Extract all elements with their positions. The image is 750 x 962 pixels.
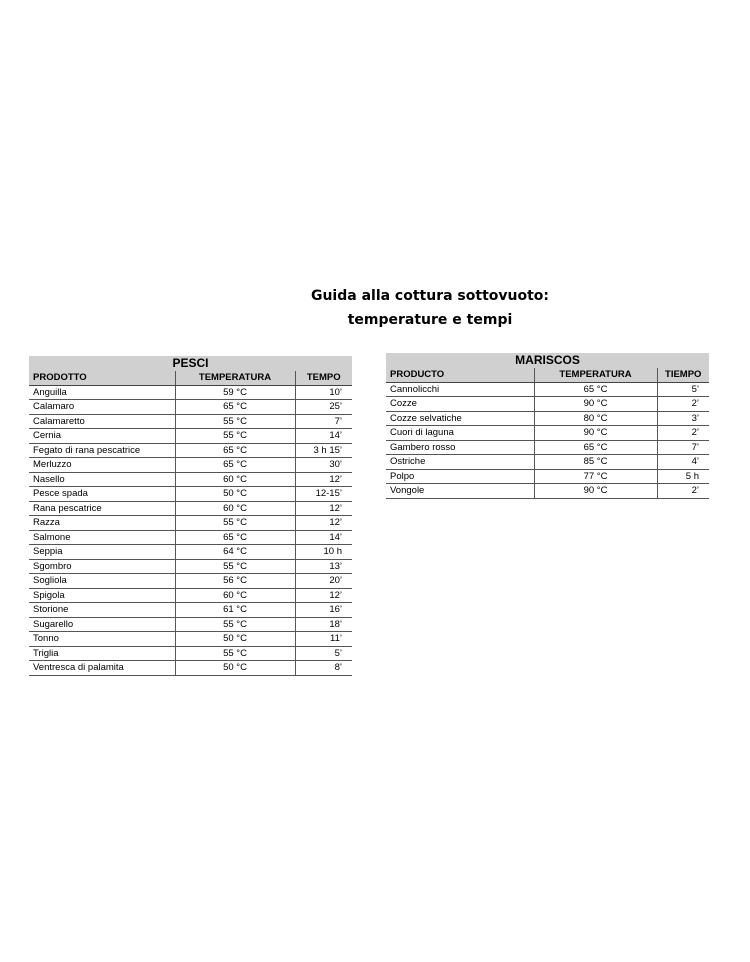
table-row xyxy=(29,516,352,531)
table-row xyxy=(386,411,709,426)
time-cell: 3’ xyxy=(657,411,709,426)
time-cell: 10’ xyxy=(295,385,352,400)
time-cell: 18’ xyxy=(295,617,352,632)
time-cell: 10 h xyxy=(295,545,352,560)
temperature-cell: 55 °C xyxy=(175,617,295,632)
time-cell: 16’ xyxy=(295,603,352,618)
product-cell: Ostriche xyxy=(386,455,534,470)
table-row xyxy=(29,588,352,603)
pesci-header-product: PRODOTTO xyxy=(29,371,175,385)
time-cell: 7’ xyxy=(295,414,352,429)
time-cell: 7’ xyxy=(657,440,709,455)
product-cell: Ventresca di palamita xyxy=(29,661,175,676)
time-cell: 11’ xyxy=(295,632,352,647)
table-row xyxy=(29,501,352,516)
temperature-cell: 50 °C xyxy=(175,632,295,647)
time-cell: 12’ xyxy=(295,588,352,603)
time-cell: 20’ xyxy=(295,574,352,589)
table-row xyxy=(29,487,352,502)
temperature-cell: 55 °C xyxy=(175,559,295,574)
time-cell: 30’ xyxy=(295,458,352,473)
time-cell: 4’ xyxy=(657,455,709,470)
product-cell: Sogliola xyxy=(29,574,175,589)
temperature-cell: 65 °C xyxy=(175,443,295,458)
time-cell: 5’ xyxy=(657,382,709,397)
product-cell: Vongole xyxy=(386,484,534,499)
table-row xyxy=(29,559,352,574)
product-cell: Tonno xyxy=(29,632,175,647)
product-cell: Fegato di rana pescatrice xyxy=(29,443,175,458)
time-cell: 5 h xyxy=(657,469,709,484)
table-row xyxy=(386,469,709,484)
product-cell: Rana pescatrice xyxy=(29,501,175,516)
mariscos-caption: MARISCOS xyxy=(386,353,709,368)
temperature-cell: 90 °C xyxy=(534,484,657,499)
table-row xyxy=(386,397,709,412)
mariscos-header-temperature: TEMPERATURA xyxy=(534,368,657,382)
pesci-table xyxy=(29,356,352,676)
product-cell: Sgombro xyxy=(29,559,175,574)
temperature-cell: 65 °C xyxy=(534,382,657,397)
document-title-line-2: temperature e tempi xyxy=(347,312,513,328)
pesci-header-row xyxy=(29,371,352,385)
mariscos-table xyxy=(386,353,709,499)
temperature-cell: 61 °C xyxy=(175,603,295,618)
table-row xyxy=(29,530,352,545)
table-row xyxy=(29,385,352,400)
time-cell: 14’ xyxy=(295,429,352,444)
table-row xyxy=(29,429,352,444)
product-cell: Spigola xyxy=(29,588,175,603)
product-cell: Polpo xyxy=(386,469,534,484)
product-cell: Razza xyxy=(29,516,175,531)
table-row xyxy=(29,545,352,560)
temperature-cell: 85 °C xyxy=(534,455,657,470)
table-row xyxy=(29,646,352,661)
table-row xyxy=(386,484,709,499)
product-cell: Pesce spada xyxy=(29,487,175,502)
temperature-cell: 59 °C xyxy=(175,385,295,400)
product-cell: Anguilla xyxy=(29,385,175,400)
temperature-cell: 50 °C xyxy=(175,487,295,502)
table-row xyxy=(29,414,352,429)
temperature-cell: 56 °C xyxy=(175,574,295,589)
time-cell: 8’ xyxy=(295,661,352,676)
table-row xyxy=(386,382,709,397)
temperature-cell: 50 °C xyxy=(175,661,295,676)
product-cell: Salmone xyxy=(29,530,175,545)
table-row xyxy=(386,455,709,470)
table-row xyxy=(29,458,352,473)
product-cell: Calamaro xyxy=(29,400,175,415)
pesci-caption: PESCI xyxy=(29,356,352,371)
time-cell: 12’ xyxy=(295,501,352,516)
temperature-cell: 77 °C xyxy=(534,469,657,484)
table-row xyxy=(29,632,352,647)
product-cell: Cozze xyxy=(386,397,534,412)
table-row xyxy=(29,400,352,415)
temperature-cell: 55 °C xyxy=(175,429,295,444)
temperature-cell: 64 °C xyxy=(175,545,295,560)
product-cell: Cannolicchi xyxy=(386,382,534,397)
product-cell: Gambero rosso xyxy=(386,440,534,455)
time-cell: 2’ xyxy=(657,397,709,412)
temperature-cell: 80 °C xyxy=(534,411,657,426)
temperature-cell: 60 °C xyxy=(175,472,295,487)
product-cell: Storione xyxy=(29,603,175,618)
product-cell: Nasello xyxy=(29,472,175,487)
temperature-cell: 90 °C xyxy=(534,397,657,412)
product-cell: Cuori di laguna xyxy=(386,426,534,441)
temperature-cell: 65 °C xyxy=(534,440,657,455)
table-row xyxy=(386,426,709,441)
time-cell: 12’ xyxy=(295,472,352,487)
time-cell: 5’ xyxy=(295,646,352,661)
time-cell: 3 h 15’ xyxy=(295,443,352,458)
temperature-cell: 65 °C xyxy=(175,400,295,415)
time-cell: 2’ xyxy=(657,426,709,441)
product-cell: Triglia xyxy=(29,646,175,661)
product-cell: Seppia xyxy=(29,545,175,560)
temperature-cell: 60 °C xyxy=(175,588,295,603)
time-cell: 12-15’ xyxy=(295,487,352,502)
table-row xyxy=(29,472,352,487)
product-cell: Calamaretto xyxy=(29,414,175,429)
mariscos-header-product: PRODUCTO xyxy=(386,368,534,382)
time-cell: 14’ xyxy=(295,530,352,545)
temperature-cell: 60 °C xyxy=(175,501,295,516)
mariscos-header-time: TIEMPO xyxy=(657,368,709,382)
pesci-header-temperature: TEMPERATURA xyxy=(175,371,295,385)
table-row xyxy=(386,440,709,455)
temperature-cell: 65 °C xyxy=(175,458,295,473)
product-cell: Cozze selvatiche xyxy=(386,411,534,426)
time-cell: 25’ xyxy=(295,400,352,415)
temperature-cell: 90 °C xyxy=(534,426,657,441)
mariscos-header-row xyxy=(386,368,709,382)
time-cell: 2’ xyxy=(657,484,709,499)
time-cell: 13’ xyxy=(295,559,352,574)
time-cell: 12’ xyxy=(295,516,352,531)
temperature-cell: 55 °C xyxy=(175,414,295,429)
table-row xyxy=(29,617,352,632)
document-title-line-1: Guida alla cottura sottovuoto: xyxy=(310,288,550,304)
table-row xyxy=(29,443,352,458)
table-row xyxy=(29,603,352,618)
temperature-cell: 55 °C xyxy=(175,516,295,531)
temperature-cell: 55 °C xyxy=(175,646,295,661)
product-cell: Cernia xyxy=(29,429,175,444)
product-cell: Merluzzo xyxy=(29,458,175,473)
table-row xyxy=(29,574,352,589)
pesci-header-time: TEMPO xyxy=(295,371,352,385)
temperature-cell: 65 °C xyxy=(175,530,295,545)
table-row xyxy=(29,661,352,676)
product-cell: Sugarello xyxy=(29,617,175,632)
